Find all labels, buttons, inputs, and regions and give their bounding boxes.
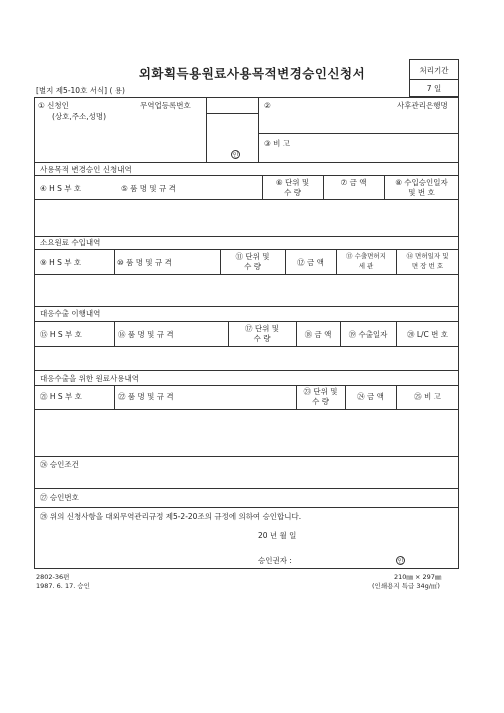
- export-col-item: ⑯ 품 명 및 규 격: [118, 330, 174, 339]
- applicant-label: ① 신청인: [38, 101, 69, 110]
- applicant-remarks-label: ③ 비 고: [264, 139, 290, 148]
- material-section-heading: 대응수출을 위한 원료사용내역: [40, 374, 139, 383]
- required-col-license-no: 면 장 번 호: [411, 262, 444, 270]
- export-col-date: ⑲ 수출일자: [348, 330, 388, 339]
- declaration-date: 20 년 월 일: [258, 531, 297, 540]
- required-col-hs: ⑨ H S 부 호: [40, 258, 82, 267]
- footer-approval-date: 1987. 6. 17. 승인: [36, 582, 90, 590]
- form-title: 외화획득용원료사용목적변경승인신청서: [138, 66, 366, 81]
- trade-registration-label: 무역업등록번호: [140, 101, 191, 110]
- required-col-date: ⑭ 면허일자 및: [406, 252, 449, 260]
- bank-number-label: ②: [264, 101, 271, 110]
- purpose-section-heading: 사용목적 변경승인 신청내역: [40, 165, 132, 174]
- required-section-heading: 소요원료 수입내역: [40, 238, 101, 247]
- material-col-hs: ㉑ H S 부 호: [40, 392, 82, 401]
- declaration-text: ㉘ 위의 신청사항을 대외무역관리규정 제5-2-20조의 규정에 의하여 승인합니다.: [40, 512, 302, 521]
- required-col-customs-office: 세 관: [358, 262, 374, 270]
- footer-paper-size: 210㎜ × 297㎜: [394, 573, 442, 581]
- processing-period-value: 7 일: [426, 84, 442, 93]
- required-col-item: ⑩ 품 명 및 규 격: [117, 258, 172, 267]
- export-col-qty: 수 량: [253, 334, 271, 343]
- applicant-seal: 인: [232, 152, 239, 159]
- purpose-col-approval: ⑧ 수입승인일자: [395, 178, 448, 187]
- export-section-heading: 대응수출 이행내역: [40, 309, 101, 318]
- required-col-unit: ⑪ 단위 및: [235, 252, 270, 261]
- footer-paper-spec: (인쇄용지 특급 34g/㎡): [372, 582, 440, 590]
- authority-seal: 인: [397, 558, 404, 565]
- approval-number-label: ㉗ 승인번호: [40, 493, 79, 502]
- approval-conditions-label: ㉖ 승인조건: [40, 460, 79, 469]
- processing-period-label: 처리기간: [419, 66, 449, 75]
- material-col-unit: ㉓ 단위 및: [303, 387, 338, 396]
- purpose-col-qty: 수 량: [284, 188, 301, 197]
- material-col-item: ㉒ 품 명 및 규 격: [118, 392, 174, 401]
- export-col-lc: ⑳ L/C 번 호: [406, 330, 449, 339]
- purpose-col-amount: ⑦ 금 액: [340, 178, 367, 187]
- purpose-col-hs: ④ H S 부 호: [40, 184, 82, 193]
- material-col-remarks: ㉕ 비 고: [414, 392, 441, 401]
- form-number: [별지 제5-10호 서식] ( 용): [36, 86, 125, 95]
- export-col-amount: ⑱ 금 액: [304, 330, 332, 339]
- purpose-col-item: ⑤ 품 명 및 규 격: [121, 184, 176, 193]
- footer-form-code: 2802-36편: [36, 573, 70, 581]
- applicant-sublabel: (상호,주소,성명): [52, 112, 107, 121]
- required-col-amount: ⑫ 금 액: [297, 258, 324, 267]
- bank-name-label: 사후관리은행명: [397, 101, 448, 110]
- required-col-customs: ⑬ 수출면허지: [346, 252, 386, 260]
- export-col-hs: ⑮ H S 부 호: [40, 330, 82, 339]
- approval-authority-label: 승인권자 :: [258, 556, 292, 565]
- required-col-qty: 수 량: [244, 262, 261, 271]
- material-col-qty: 수 량: [312, 397, 329, 406]
- purpose-col-unit: ⑥ 단위 및: [275, 178, 310, 187]
- export-col-unit: ⑰ 단위 및: [244, 324, 279, 333]
- material-col-amount: ㉔ 금 액: [357, 392, 384, 401]
- purpose-col-approval-no: 및 번 호: [408, 188, 435, 197]
